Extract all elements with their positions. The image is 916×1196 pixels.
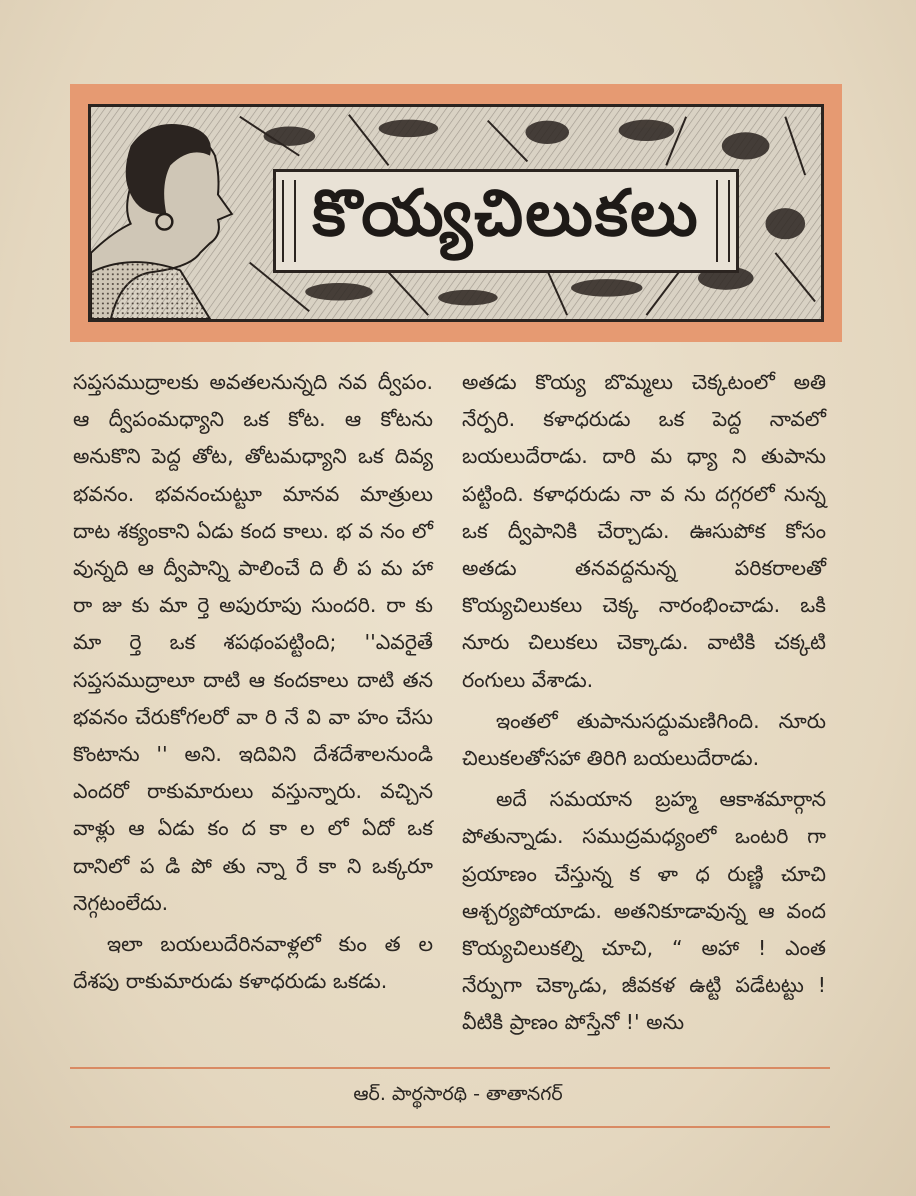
title-banner: [70, 84, 842, 342]
paragraph: అదే సమయాన బ్రహ్మ ఆకాశమార్గాన పోతున్నాడు. సముద్రమధ్యంలో ఒంటరి గా ప్రయాణం చేస్తున్న క ళా ధ రుణ్ణి చూచి ఆశ్చర్యపోయాడు. అతనికూడావున్న ఆ వంద కొయ్యచిలుకల్ని చూచి, “ అహా ! ఎంత నేర్పుగా చెక్కాడు, జీవకళ ఉట్టి పడేటట్టు ! వీటికి ప్రాణం పోస్తేనో !' అను: [462, 787, 826, 1035]
title-box: [273, 169, 739, 273]
paragraph: అతడు కొయ్య బొమ్మలు చెక్కటంలో అతి నేర్పరి. కళాధరుడు ఒక పెద్ద నావలో బయలుదేరాడు. దారి మ ధ్యా ని తుపాను పట్టింది. కళాధరుడు నా వ ను దగ్గరలో నున్న ఒక ద్వీపానికి చేర్చాడు. ఊసుపోక కోసం అతడు తనవద్దనున్న పరికరాలతో కొయ్యచిలుకలు చెక్క నారంభించాడు. ఒకి నూరు చిలుకలు చెక్కాడు. వాటికి చక్కటి రంగులు వేశాడు.: [462, 370, 826, 692]
author-byline: ఆర్. పార్థసారథి - తాతానగర్: [353, 1083, 563, 1105]
left-column: [73, 364, 433, 1000]
right-column: [462, 364, 826, 1042]
divider: [70, 1067, 830, 1069]
divider: [70, 1126, 830, 1128]
paragraph: సప్తసముద్రాలకు అవతలనున్నది నవ ద్వీపం. ఆ ద్వీపంమధ్యాని ఒక కోట. ఆ కోటను అనుకొని పెద్ద తోట, తోటమధ్యాని ఒక దివ్య భవనం. భవనంచుట్టూ మానవ మాత్రులు దాట శక్యంకాని ఏడు కంద కాలు. భ వ నం లో వున్నది ఆ ద్వీపాన్ని పాలించే ది లీ ప మ హా రా జు కు మా ర్తె అపురూపు సుందరి. రా కు మా ర్తె ఒక శపథంపట్టింది; ''ఎవరైతే సప్తసముద్రాలూ దాటి ఆ కందకాలు దాటి తన భవనం చేరుకోగలరో వా రి నే వి వా హం చేసు కొంటాను '' అని. ఇదివిని దేశదేశాలనుండి ఎందరో రాకుమారులు వస్తున్నారు. వచ్చిన వాళ్లు ఆ ఏడు కం ద కా ల లో ఏదో ఒక దానిలో ప డి పో తు న్నా రే కా ని ఒక్కరూ నెగ్గటంలేదు.: [73, 370, 433, 915]
banner-illustration-frame: [88, 104, 824, 322]
paragraph: ఇంతలో తుపానుసద్దుమణిగింది. నూరు చిలుకలతోసహా తిరిగి బయలుదేరాడు.: [462, 708, 826, 771]
page-title: కొయ్యచిలుకలు: [312, 176, 700, 251]
paragraph: ఇలా బయలుదేరినవాళ్లలో కుం త ల దేశపు రాకుమారుడు కళాధరుడు ఒకడు.: [73, 932, 433, 994]
